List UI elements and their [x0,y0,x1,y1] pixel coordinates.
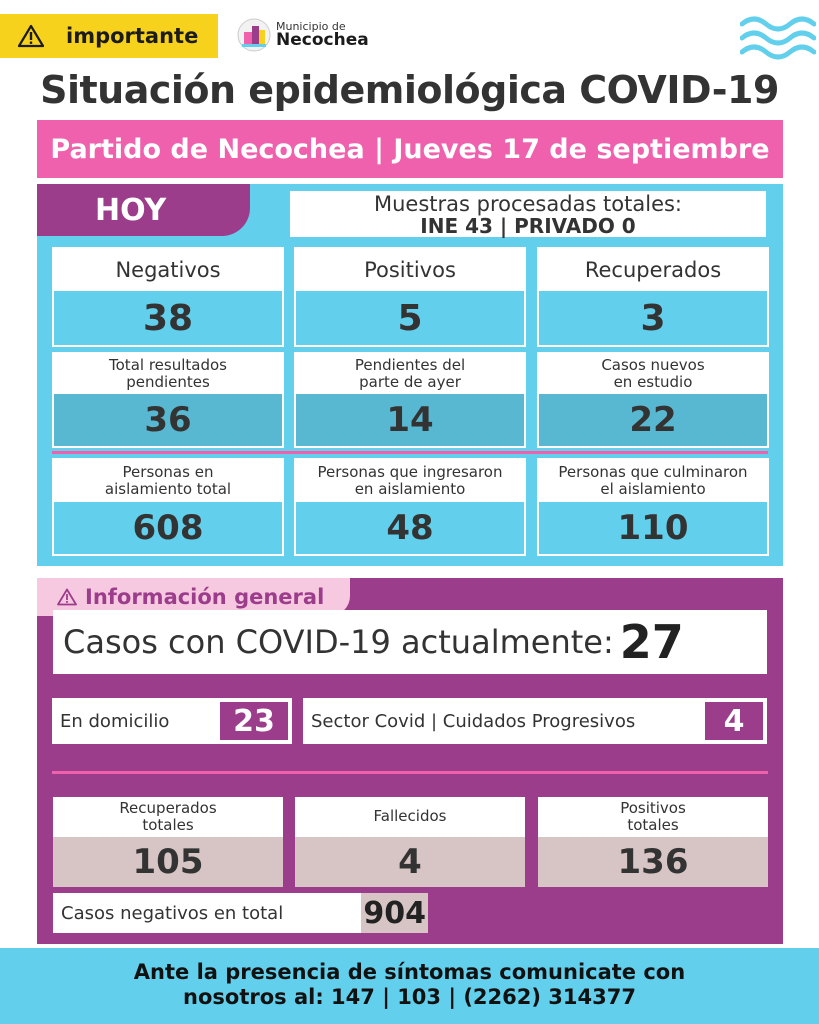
casos-actuales-box [53,610,767,674]
warning-icon [57,588,77,606]
card-label: Positivos totales [620,798,686,834]
muestras-box [290,191,766,237]
importante-badge [0,14,218,58]
card-label: Recuperados [539,249,767,291]
footer-contact [0,948,819,1024]
casos-nuevos-card [537,352,769,448]
positivos-card [294,247,526,347]
card-value: 136 [538,837,768,887]
badge-label: importante [66,24,199,48]
card-label: Personas que ingresaron en aislamiento [296,460,524,502]
negativos-total-value: 904 [361,893,428,933]
card-label: Pendientes del parte de ayer [296,354,524,394]
domicilio-box [52,698,292,744]
card-value: 22 [539,394,767,446]
municipio-logo [236,16,369,54]
card-value: 110 [539,502,767,554]
divider [52,771,768,774]
negativos-card [52,247,284,347]
ingresaron-aislamiento-card [294,458,526,556]
card-label: Casos nuevos en estudio [539,354,767,394]
sector-covid-box [303,698,767,744]
culminaron-aislamiento-card [537,458,769,556]
casos-actuales-label: Casos con COVID-19 actualmente: [63,623,614,661]
card-label: Recuperados totales [119,798,217,834]
domicilio-value: 23 [220,702,288,740]
pendientes-card [52,352,284,448]
warning-icon [18,24,44,48]
municipio-emblem-icon [236,16,272,54]
card-value: 5 [296,291,524,345]
fallecidos-card [295,797,525,887]
muestras-label: Muestras procesadas totales: [373,192,683,216]
subtitle-bar: Partido de Necochea | Jueves 17 de septiembre [37,120,783,178]
page-title: Situación epidemiológica COVID-19 [40,68,779,112]
divider [52,451,768,454]
card-value: 3 [539,291,767,345]
card-value: 105 [53,837,283,887]
card-value: 36 [54,394,282,446]
pendientes-ayer-card [294,352,526,448]
card-value: 48 [296,502,524,554]
hoy-tab: HOY [37,184,250,236]
recuperados-totales-card [53,797,283,887]
aislamiento-total-card [52,458,284,556]
card-label: Negativos [54,249,282,291]
card-value: 4 [295,837,525,887]
general-tab-label: Información general [85,585,325,609]
card-label: Positivos [296,249,524,291]
casos-actuales-value: 27 [619,615,684,669]
card-value: 14 [296,394,524,446]
card-value: 608 [54,502,282,554]
footer-line2: nosotros al: 147 | 103 | (2262) 314377 [183,985,636,1010]
card-label: Fallecidos [373,807,447,826]
card-label: Total resultados pendientes [54,354,282,394]
card-label: Personas en aislamiento total [54,460,282,502]
footer-line1: Ante la presencia de síntomas comunicate con [133,960,686,984]
logo-line1: Municipio de [276,20,346,33]
muestras-values: INE 43 | PRIVADO 0 [420,214,636,238]
positivos-totales-card [538,797,768,887]
logo-line2: Necochea [276,30,369,50]
domicilio-label: En domicilio [60,710,170,732]
negativos-total-box [53,893,428,933]
sector-covid-label: Sector Covid | Cuidados Progresivos [311,710,636,732]
waves-icon [740,14,816,64]
sector-covid-value: 4 [705,702,763,740]
recuperados-card [537,247,769,347]
card-label: Personas que culminaron el aislamiento [539,460,767,502]
negativos-total-label: Casos negativos en total [61,902,284,924]
card-value: 38 [54,291,282,345]
